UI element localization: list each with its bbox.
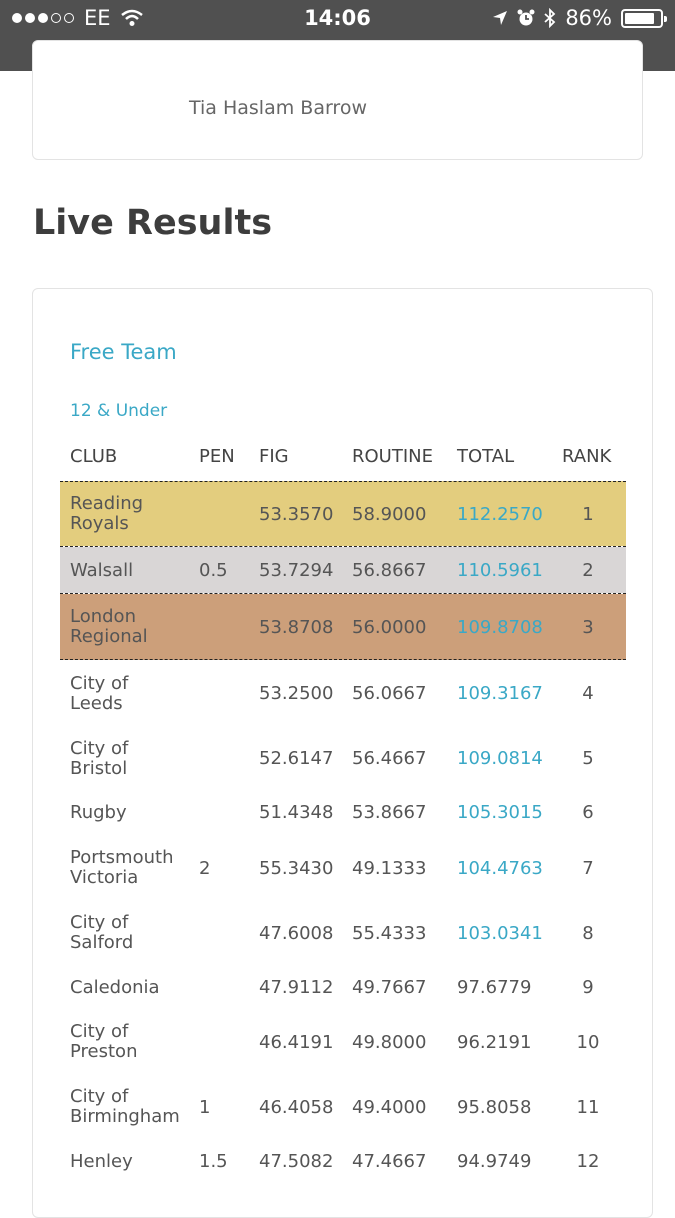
row-divider bbox=[60, 546, 626, 547]
rank-value: 4 bbox=[582, 683, 594, 704]
event-title[interactable]: Free Team bbox=[70, 340, 177, 364]
penalty-value: 2 bbox=[199, 858, 211, 879]
rank-value: 8 bbox=[582, 923, 594, 944]
routine-score: 49.8000 bbox=[352, 1032, 427, 1053]
row-divider bbox=[60, 593, 626, 594]
figures-score: 51.4348 bbox=[259, 802, 334, 823]
location-arrow-icon bbox=[492, 10, 508, 26]
club-name: London Regional bbox=[70, 606, 148, 647]
status-time: 14:06 bbox=[304, 6, 371, 30]
rank-value: 2 bbox=[582, 560, 594, 581]
routine-score: 56.8667 bbox=[352, 560, 427, 581]
routine-score: 56.4667 bbox=[352, 748, 427, 769]
alarm-clock-icon bbox=[517, 9, 535, 27]
previous-card-name: Tia Haslam Barrow bbox=[189, 97, 367, 119]
penalty-value: 0.5 bbox=[199, 560, 228, 581]
rank-value: 10 bbox=[576, 1032, 600, 1053]
row-divider bbox=[60, 481, 626, 482]
club-name: City of Leeds bbox=[70, 673, 129, 714]
total-score: 96.2191 bbox=[457, 1032, 532, 1053]
column-header-rank: RANK bbox=[562, 446, 612, 467]
routine-score: 53.8667 bbox=[352, 802, 427, 823]
total-score-link[interactable]: 109.8708 bbox=[457, 617, 543, 638]
club-name: Caledonia bbox=[70, 977, 160, 998]
figures-score: 53.8708 bbox=[259, 617, 334, 638]
club-name: City of Salford bbox=[70, 912, 134, 953]
penalty-value: 1.5 bbox=[199, 1151, 228, 1172]
routine-score: 47.4667 bbox=[352, 1151, 427, 1172]
column-header-total: TOTAL bbox=[457, 446, 515, 467]
routine-score: 56.0667 bbox=[352, 683, 427, 704]
column-header-routine: ROUTINE bbox=[352, 446, 433, 467]
figures-score: 53.7294 bbox=[259, 560, 334, 581]
total-score-link[interactable]: 112.2570 bbox=[457, 504, 543, 525]
rank-value: 7 bbox=[582, 858, 594, 879]
figures-score: 46.4191 bbox=[259, 1032, 334, 1053]
total-score-link[interactable]: 105.3015 bbox=[457, 802, 543, 823]
column-header-pen: PEN bbox=[199, 446, 235, 467]
total-score: 95.8058 bbox=[457, 1097, 532, 1118]
column-header-club: CLUB bbox=[70, 446, 118, 467]
battery-icon bbox=[621, 9, 663, 28]
total-score-link[interactable]: 109.0814 bbox=[457, 748, 543, 769]
rank-value: 5 bbox=[582, 748, 594, 769]
rank-value: 3 bbox=[582, 617, 594, 638]
club-name: Rugby bbox=[70, 802, 127, 823]
rank-value: 11 bbox=[576, 1097, 600, 1118]
previous-result-card bbox=[32, 40, 643, 160]
figures-score: 47.9112 bbox=[259, 977, 334, 998]
total-score: 97.6779 bbox=[457, 977, 532, 998]
page-title: Live Results bbox=[33, 203, 273, 243]
battery-percent: 86% bbox=[565, 6, 612, 30]
figures-score: 46.4058 bbox=[259, 1097, 334, 1118]
figures-score: 53.3570 bbox=[259, 504, 334, 525]
rank-value: 6 bbox=[582, 802, 594, 823]
club-name: City of Preston bbox=[70, 1021, 138, 1062]
figures-score: 47.5082 bbox=[259, 1151, 334, 1172]
total-score-link[interactable]: 110.5961 bbox=[457, 560, 543, 581]
column-header-fig: FIG bbox=[259, 446, 289, 467]
club-name: Reading Royals bbox=[70, 493, 144, 534]
category-label[interactable]: 12 & Under bbox=[70, 401, 168, 421]
penalty-value: 1 bbox=[199, 1097, 211, 1118]
rank-value: 1 bbox=[582, 504, 594, 525]
total-score-link[interactable]: 109.3167 bbox=[457, 683, 543, 704]
carrier-name: EE bbox=[84, 6, 111, 30]
club-name: Henley bbox=[70, 1151, 133, 1172]
routine-score: 49.4000 bbox=[352, 1097, 427, 1118]
routine-score: 49.7667 bbox=[352, 977, 427, 998]
total-score-link[interactable]: 104.4763 bbox=[457, 858, 543, 879]
figures-score: 55.3430 bbox=[259, 858, 334, 879]
total-score-link[interactable]: 103.0341 bbox=[457, 923, 543, 944]
total-score: 94.9749 bbox=[457, 1151, 532, 1172]
figures-score: 52.6147 bbox=[259, 748, 334, 769]
figures-score: 53.2500 bbox=[259, 683, 334, 704]
routine-score: 56.0000 bbox=[352, 617, 427, 638]
rank-value: 12 bbox=[576, 1151, 600, 1172]
club-name: City of Bristol bbox=[70, 738, 129, 779]
routine-score: 55.4333 bbox=[352, 923, 427, 944]
row-divider bbox=[60, 659, 626, 660]
figures-score: 47.6008 bbox=[259, 923, 334, 944]
status-right bbox=[492, 6, 663, 30]
routine-score: 49.1333 bbox=[352, 858, 427, 879]
rank-value: 9 bbox=[582, 977, 594, 998]
club-name: Walsall bbox=[70, 560, 134, 581]
bluetooth-icon bbox=[544, 8, 556, 28]
club-name: City of Birmingham bbox=[70, 1086, 180, 1127]
routine-score: 58.9000 bbox=[352, 504, 427, 525]
club-name: Portsmouth Victoria bbox=[70, 847, 174, 888]
